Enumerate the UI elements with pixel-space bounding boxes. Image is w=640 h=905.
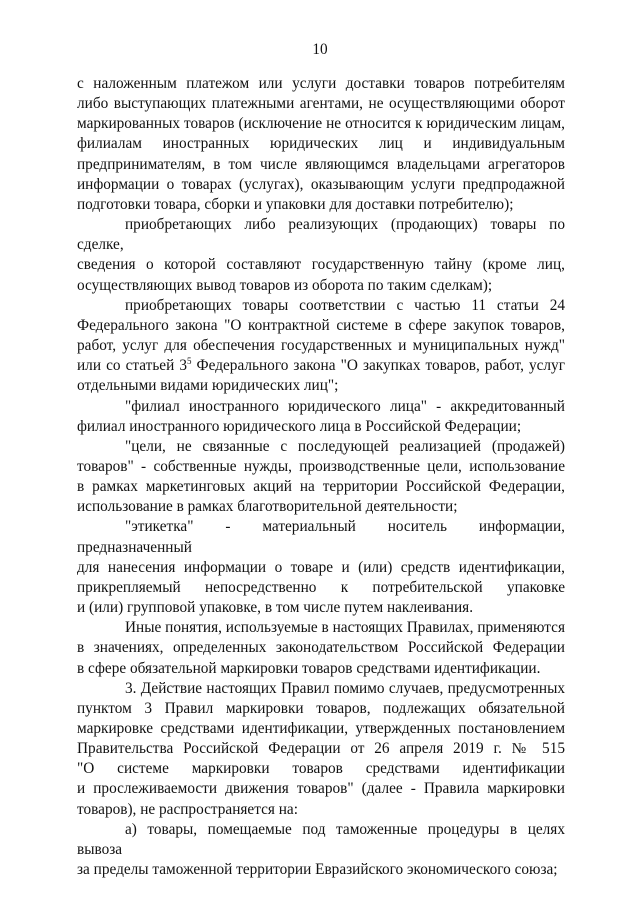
text-line: сведения о которой составляют государственную тайну (кроме лиц, <box>77 256 565 274</box>
text-line: в рамках маркетинговых акций на территории Российской Федерации, <box>77 478 565 496</box>
text-line: работ, услуг для обеспечения государственных и муниципальных нужд" <box>77 337 565 355</box>
text-line: приобретающих либо реализующих (продающих) товары по сделке, <box>77 216 565 254</box>
text-line: пунктом 3 Правил маркировки товаров, подлежащих обязательной <box>77 699 565 717</box>
document-body <box>77 74 565 880</box>
text-line: и (или) групповой упаковке, в том числе путем наклеивания. <box>77 599 474 617</box>
text-line: в сфере обязательной маркировки товаров средствами идентификации. <box>77 659 541 677</box>
paragraph <box>77 517 565 618</box>
text-line: товаров), не распространяется на: <box>77 800 298 818</box>
text-line: товаров" - собственные нужды, производственные цели, использование <box>77 457 565 475</box>
paragraph <box>77 820 565 880</box>
text-line: использование в рамках благотворительной деятельности; <box>77 498 458 516</box>
paragraph <box>77 437 565 518</box>
superscript: 5 <box>186 356 192 367</box>
text-line: "этикетка" - материальный носитель информации, предназначенный <box>77 518 565 556</box>
page-number: 10 <box>312 41 328 58</box>
text-line: осуществляющих вывод товаров из оборота по таким сделкам); <box>77 276 493 294</box>
text-line: предпринимателям, в том числе являющимся владельцами агрегаторов <box>77 155 565 173</box>
text-line: "О системе маркировки товаров средствами идентификации <box>77 760 565 778</box>
text-line: и прослеживаемости движения товаров" (далее - Правила маркировки <box>77 780 565 798</box>
text-line: с наложенным платежом или услуги доставки товаров потребителям <box>77 75 565 92</box>
text-line: маркированных товаров (исключение не относится к юридическим лицам, <box>77 115 565 133</box>
text-line: подготовки товара, сборки и упаковки для доставки потребителю); <box>77 195 514 213</box>
text-line: Иные понятия, используемые в настоящих Правилах, применяются <box>125 619 565 637</box>
paragraph <box>77 215 565 296</box>
text-line: прикрепляемый непосредственно к потребительской упаковке <box>77 578 565 596</box>
text-line: за пределы таможенной территории Евразийского экономического союза; <box>77 861 558 879</box>
text-line: либо выступающих платежными агентами, не осуществляющими оборот <box>77 95 565 113</box>
paragraph <box>77 618 565 678</box>
text-line: для нанесения информации о товаре и (или) средств идентификации, <box>77 558 565 576</box>
text-line: а) товары, помещаемые под таможенные процедуры в целях вывоза <box>77 820 565 858</box>
text-line: отдельными видами юридических лиц"; <box>77 377 339 395</box>
text-line: приобретающих товары соответствии с частью 11 статьи 24 <box>125 296 565 314</box>
text-line: "филиал иностранного юридического лица" - аккредитованный <box>125 397 565 415</box>
text-line: 3. Действие настоящих Правил помимо случаев, предусмотренных <box>125 679 565 697</box>
text-line: Правительства Российской Федерации от 26 апреля 2019 г. № 515 <box>77 740 565 758</box>
text-line: филиал иностранного юридического лица в Российской Федерации; <box>77 417 522 435</box>
text-line: маркировке средствами идентификации, утвержденных постановлением <box>77 720 565 737</box>
text-line: филиалам иностранных юридических лиц и индивидуальным <box>77 135 565 153</box>
text-line: в значениях, определенных законодательством Российской Федерации <box>77 639 565 657</box>
text-line: Федерального закона "О контрактной системе в сфере закупок товаров, <box>77 316 565 334</box>
text-line: "цели, не связанные с последующей реализацией (продажей) <box>125 437 565 455</box>
paragraph <box>77 74 565 215</box>
paragraph <box>77 679 565 820</box>
paragraph <box>77 397 565 437</box>
paragraph <box>77 296 565 397</box>
text-line: или со статьей $3^5$ Федерального закона "О закупках товаров, работ, услуг <box>77 356 565 375</box>
text-line: информации о товарах (услугах), оказывающим услуги предпродажной <box>77 175 565 193</box>
